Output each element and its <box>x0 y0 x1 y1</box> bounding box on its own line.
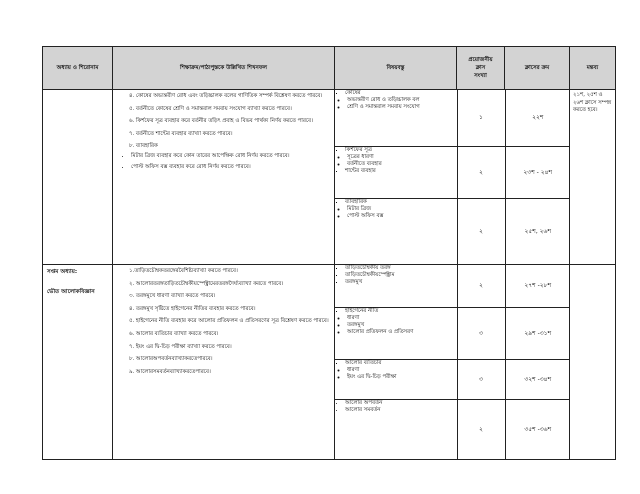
section1-content-block <box>335 90 570 265</box>
content-subitem: ◦ বর্তনীতে ব্যবহার <box>347 161 457 168</box>
content-subitem: ◦ ধারণা <box>347 367 457 374</box>
class-order: ৩২শ -৩৪শ <box>505 359 570 399</box>
content-row <box>335 399 570 459</box>
content-subitem: ◦ অভ্যন্তরীণ রোধ ও তড়িচ্চালক বল <box>347 97 457 104</box>
outcome-item: ৭. ইয়ং এর দ্বি-চিড় পরীক্ষা ব্যাখ্যা করতে পারবে। <box>129 343 232 350</box>
content-title: • আলোর অপবর্তন <box>345 400 457 407</box>
section1-remark: ২১শ, ২৫শ ও ২৬শ ক্লাসে সম্পন্ন করতে হবে। <box>570 90 616 265</box>
outcome-item: ২. আলোরতরঙ্গতাড়িতচৌম্বকীয়স্পেক্ট্রামেরতরঙ্গদৈর্ঘ্যব্যাখ্যা করতে পারবে। <box>129 280 284 287</box>
section2-chapter-cell <box>43 265 113 460</box>
outcome-item: ৬. কির্শফের সূত্র ব্যবহার করে বর্তনীর তড়িৎ প্রবাহ ও বিভব পার্থক্য নির্ণয় করতে পারবে। <box>129 118 313 125</box>
section2-row <box>43 265 616 460</box>
practical-bullet: • মিটার ব্রিজ ব্যবহার করে কোন তারের আপেক্ষিক রোধ নির্ণয় করতে পারবে। <box>131 153 330 161</box>
content-row <box>335 198 570 264</box>
content-title: ▪ শান্টের ব্যবহার <box>345 168 457 175</box>
content-subitem: ◦ তরঙ্গমুখ <box>347 322 457 329</box>
class-order: ৩৫শ -৩৬শ <box>524 425 552 433</box>
outcome-item: ৬. আলোর ব্যতিচার ব্যাখ্যা করতে পারবে। <box>129 330 219 337</box>
outcome-item: ৪. তরঙ্গমুখ সৃষ্টিতে হাইগেনের নীতির ব্যবহার করতে পারবে। <box>129 305 256 312</box>
section2-remark <box>570 265 616 460</box>
content-subitem: ◦ শ্রেণি ও সমান্তরাল সমবায় সংযোগ <box>347 104 457 111</box>
content-title: ▪ তাড়িতচৌম্বকীয়স্পেক্ট্রাম <box>345 272 457 279</box>
header-class-count-line1: প্রয়োজনীয় <box>468 57 493 63</box>
header-class-count-line2: ক্লাস <box>475 65 486 71</box>
header-class-order: ক্লাসের ক্রম <box>505 47 570 90</box>
outcome-item: ৮. আলোরঅপবর্তনব্যাখ্যাকরতেপারবে। <box>129 356 213 363</box>
section1-outcomes-cell <box>113 90 335 265</box>
section1-row <box>43 90 616 265</box>
outcome-item: ৫. হাইগেনের নীতি ব্যবহার করে আলোর প্রতিফলন ও প্রতিসরণের সূত্র বিশ্লেষণ করতে পারবে। <box>129 318 329 325</box>
content-row <box>335 146 570 198</box>
section1-chapter-cell <box>43 90 113 265</box>
content-title: ▪ হাইগেনের নীতি <box>345 308 457 315</box>
class-order: ২৯শ -৩১শ <box>505 307 570 359</box>
outcome-item: ৪. কোষের অভ্যন্তরীণ রোধ এবং তড়িচ্চালক বলের গাণিতিক সম্পর্ক বিশ্লেষণ করতে পারবে। <box>129 93 323 99</box>
content-subitem: ◦ আলোর প্রতিফলন ও প্রতিসরণ <box>347 329 457 336</box>
content-title: ▪ ব্যাবহারিক <box>345 199 457 206</box>
class-count: ২ <box>457 265 505 307</box>
lesson-plan-table <box>42 46 616 460</box>
outcome-item: ৮. ব্যাবহারিক <box>129 143 158 150</box>
header-class-count-line3: সংখ্যা <box>474 73 487 79</box>
class-count: ৩ <box>457 359 505 399</box>
content-row <box>335 90 570 146</box>
outcome-item: ৩. তরঙ্গমুখে ধারণা ব্যাখ্যা করতে পারবে। <box>129 293 216 300</box>
class-count: ২ <box>457 198 505 264</box>
content-title: ▪ তরঙ্গমুখ <box>345 279 457 286</box>
class-count: ১ <box>457 90 505 146</box>
outcome-item: ৯. আলোরসমবর্তনব্যাখ্যাকরতেপারবে। <box>129 368 211 375</box>
content-row <box>335 307 570 359</box>
class-count: ৩ <box>457 307 505 359</box>
content-subitem: ◦ ইয়ং এর দ্বি-চিড় পরীক্ষা <box>347 374 457 381</box>
section2-outcomes-cell <box>113 265 335 460</box>
outcome-item: ৫. বর্তনীতে কোষের শ্রেণি ও সমান্তরাল সমবায় সংযোগ ব্যাখ্যা করতে পারবে। <box>129 105 292 112</box>
header-chapter: অধ্যায় ও শিরোনাম <box>43 47 113 90</box>
content-title: ▪ কোষের <box>345 90 457 97</box>
content-title: ▪ কির্শফের সূত্র <box>345 147 457 154</box>
class-count: ২ <box>457 146 505 198</box>
class-order: ২৩শ - ২৪শ <box>505 146 570 198</box>
content-title: ▪ আলোর ব্যতিচার <box>345 360 457 367</box>
content-row <box>335 265 570 307</box>
chapter-title: ভৌত আলোকবিজ্ঞান <box>47 289 95 295</box>
outcome-item: ১.তাড়িতচৌম্বকতরঙ্গেরবৈশিষ্ট্যব্যাখ্যা করতে পারবে। <box>129 268 238 274</box>
content-subitem: ◦ সূত্রের ধারণা <box>347 154 457 161</box>
outcome-item: ৭. বর্তনীতে শান্টের ব্যবহার ব্যাখ্যা করতে পারবে। <box>129 130 233 137</box>
lesson-plan-sheet <box>42 46 615 456</box>
header-row <box>43 47 616 90</box>
header-class-count <box>457 47 505 90</box>
class-order: ২৫শ, ২৬শ <box>524 227 551 235</box>
class-order: ২৭শ -২৮শ <box>505 265 570 307</box>
header-learning-outcomes: শিক্ষাক্রম/পাঠ্যপুস্তকে উল্লিখিত শিখনফল <box>113 47 335 90</box>
header-remarks: মন্তব্য <box>570 47 616 90</box>
header-content: বিষয়বস্তু <box>335 47 457 90</box>
content-subitem: ◦ ধারণা <box>347 315 457 322</box>
practical-bullet: • পোস্ট অফিস বক্স ব্যবহার করে রোধ নির্ণয় করতে পারবে। <box>131 164 330 172</box>
class-count: ২ <box>457 399 505 459</box>
section2-content-block <box>335 265 570 460</box>
content-title: • আলোর সমবর্তন <box>345 407 457 414</box>
content-row <box>335 359 570 399</box>
class-order: ২২শ <box>505 90 570 146</box>
practical-bullets <box>113 153 334 171</box>
chapter-number: সপ্তম অধ্যায়: <box>47 269 78 275</box>
content-subitem: ◦ পোস্ট অফিস বক্স <box>347 213 457 220</box>
content-subitem: ◦ মিটার ব্রিজ <box>347 206 457 213</box>
content-title: ▪ তাড়িতচৌম্বকীয় তরঙ্গ <box>345 265 457 272</box>
